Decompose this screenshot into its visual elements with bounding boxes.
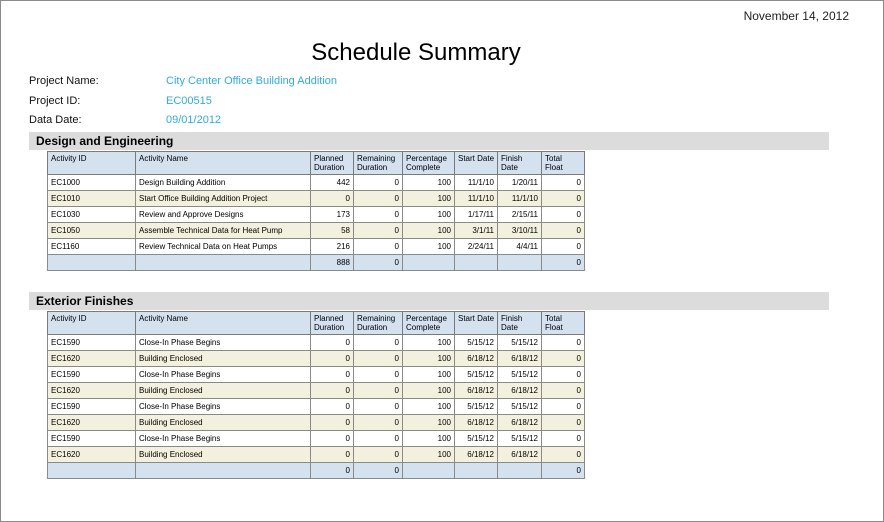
data-date-value: 09/01/2012 <box>166 114 222 126</box>
column-header-finish-date: Finish Date <box>498 312 542 335</box>
planned-duration-total-cell: 888 <box>311 255 354 271</box>
total-float-cell: 0 <box>542 431 585 447</box>
activity-id-cell: EC1010 <box>48 191 136 207</box>
remaining-duration-cell: 0 <box>354 223 403 239</box>
planned-duration-cell: 0 <box>311 447 354 463</box>
planned-duration-cell: 0 <box>311 431 354 447</box>
start-date-cell: 5/15/12 <box>455 367 498 383</box>
planned-duration-cell: 0 <box>311 367 354 383</box>
column-header-percentage-complete: Percentage Complete <box>403 312 455 335</box>
table-header-row <box>48 152 585 175</box>
start-date-cell: 5/15/12 <box>455 335 498 351</box>
total-float-total-cell: 0 <box>542 255 585 271</box>
project-name-row <box>29 75 337 87</box>
activity-id-cell: EC1030 <box>48 207 136 223</box>
project-id-row <box>29 95 212 107</box>
finish-date-total-cell <box>498 255 542 271</box>
finish-date-cell: 6/18/12 <box>498 447 542 463</box>
finish-date-cell: 5/15/12 <box>498 399 542 415</box>
total-float-cell: 0 <box>542 415 585 431</box>
planned-duration-cell: 0 <box>311 415 354 431</box>
percentage-complete-total-cell <box>403 255 455 271</box>
table-row <box>48 383 585 399</box>
column-header-activity-name: Activity Name <box>136 152 311 175</box>
activity-id-cell: EC1620 <box>48 383 136 399</box>
table-row <box>48 207 585 223</box>
activity-id-cell: EC1000 <box>48 175 136 191</box>
total-float-cell: 0 <box>542 207 585 223</box>
start-date-cell: 6/18/12 <box>455 351 498 367</box>
finish-date-cell: 1/20/11 <box>498 175 542 191</box>
finish-date-cell: 4/4/11 <box>498 239 542 255</box>
remaining-duration-cell: 0 <box>354 431 403 447</box>
finish-date-cell: 11/1/10 <box>498 191 542 207</box>
finish-date-cell: 6/18/12 <box>498 415 542 431</box>
activity-id-cell: EC1590 <box>48 399 136 415</box>
start-date-cell: 2/24/11 <box>455 239 498 255</box>
start-date-cell: 1/17/11 <box>455 207 498 223</box>
column-header-planned-duration: Planned Duration <box>311 312 354 335</box>
project-id-label: Project ID: <box>29 95 81 107</box>
remaining-duration-cell: 0 <box>354 447 403 463</box>
data-date-row <box>29 114 221 126</box>
column-header-percentage-complete: Percentage Complete <box>403 152 455 175</box>
activity-name-cell: Building Enclosed <box>136 415 311 431</box>
activity-id-cell: EC1160 <box>48 239 136 255</box>
report-date: November 14, 2012 <box>743 9 849 23</box>
column-header-remaining-duration: Remaining Duration <box>354 152 403 175</box>
activity-name-cell: Design Building Addition <box>136 175 311 191</box>
table-row <box>48 431 585 447</box>
activity-name-total-cell <box>136 463 311 479</box>
table-totals-row <box>48 255 585 271</box>
planned-duration-cell: 0 <box>311 351 354 367</box>
activity-name-cell: Start Office Building Addition Project <box>136 191 311 207</box>
remaining-duration-total-cell: 0 <box>354 463 403 479</box>
remaining-duration-cell: 0 <box>354 399 403 415</box>
table-header-row <box>48 312 585 335</box>
activity-id-cell: EC1620 <box>48 415 136 431</box>
finish-date-total-cell <box>498 463 542 479</box>
project-id-value: EC00515 <box>166 95 212 107</box>
total-float-cell: 0 <box>542 447 585 463</box>
remaining-duration-cell: 0 <box>354 207 403 223</box>
finish-date-cell: 2/15/11 <box>498 207 542 223</box>
column-header-activity-id: Activity ID <box>48 312 136 335</box>
table-row <box>48 191 585 207</box>
percentage-complete-cell: 100 <box>403 351 455 367</box>
percentage-complete-cell: 100 <box>403 335 455 351</box>
activity-name-cell: Close-In Phase Begins <box>136 399 311 415</box>
activity-name-cell: Building Enclosed <box>136 351 311 367</box>
remaining-duration-cell: 0 <box>354 351 403 367</box>
activity-id-total-cell <box>48 255 136 271</box>
section-title: Design and Engineering <box>36 134 174 148</box>
table-row <box>48 223 585 239</box>
activity-id-cell: EC1590 <box>48 431 136 447</box>
table-row <box>48 447 585 463</box>
percentage-complete-cell: 100 <box>403 383 455 399</box>
activity-id-cell: EC1590 <box>48 367 136 383</box>
planned-duration-cell: 442 <box>311 175 354 191</box>
column-header-total-float: Total Float <box>542 152 585 175</box>
activity-name-cell: Building Enclosed <box>136 447 311 463</box>
section-header-design <box>29 132 829 150</box>
activity-name-cell: Assemble Technical Data for Heat Pump <box>136 223 311 239</box>
planned-duration-cell: 0 <box>311 335 354 351</box>
column-header-start-date: Start Date <box>455 312 498 335</box>
column-header-activity-name: Activity Name <box>136 312 311 335</box>
activity-id-cell: EC1620 <box>48 351 136 367</box>
planned-duration-cell: 173 <box>311 207 354 223</box>
finish-date-cell: 3/10/11 <box>498 223 542 239</box>
total-float-cell: 0 <box>542 383 585 399</box>
column-header-start-date: Start Date <box>455 152 498 175</box>
finish-date-cell: 5/15/12 <box>498 431 542 447</box>
planned-duration-cell: 0 <box>311 383 354 399</box>
start-date-cell: 6/18/12 <box>455 447 498 463</box>
total-float-cell: 0 <box>542 335 585 351</box>
column-header-finish-date: Finish Date <box>498 152 542 175</box>
activity-name-cell: Close-In Phase Begins <box>136 431 311 447</box>
start-date-cell: 6/18/12 <box>455 415 498 431</box>
remaining-duration-cell: 0 <box>354 415 403 431</box>
table-totals-row <box>48 463 585 479</box>
start-date-cell: 6/18/12 <box>455 383 498 399</box>
project-name-value: City Center Office Building Addition <box>166 75 337 87</box>
table-row <box>48 239 585 255</box>
start-date-cell: 3/1/11 <box>455 223 498 239</box>
activity-id-cell: EC1620 <box>48 447 136 463</box>
percentage-complete-cell: 100 <box>403 175 455 191</box>
percentage-complete-cell: 100 <box>403 223 455 239</box>
start-date-total-cell <box>455 255 498 271</box>
finish-date-cell: 5/15/12 <box>498 367 542 383</box>
project-name-label: Project Name: <box>29 75 99 87</box>
remaining-duration-cell: 0 <box>354 239 403 255</box>
start-date-cell: 11/1/10 <box>455 175 498 191</box>
start-date-cell: 11/1/10 <box>455 191 498 207</box>
finish-date-cell: 5/15/12 <box>498 335 542 351</box>
remaining-duration-total-cell: 0 <box>354 255 403 271</box>
activity-name-cell: Close-In Phase Begins <box>136 367 311 383</box>
percentage-complete-total-cell <box>403 463 455 479</box>
percentage-complete-cell: 100 <box>403 447 455 463</box>
planned-duration-cell: 216 <box>311 239 354 255</box>
total-float-cell: 0 <box>542 175 585 191</box>
total-float-cell: 0 <box>542 351 585 367</box>
total-float-total-cell: 0 <box>542 463 585 479</box>
table-row <box>48 335 585 351</box>
remaining-duration-cell: 0 <box>354 383 403 399</box>
finish-date-cell: 6/18/12 <box>498 383 542 399</box>
activity-id-cell: EC1590 <box>48 335 136 351</box>
start-date-cell: 5/15/12 <box>455 399 498 415</box>
activity-name-cell: Building Enclosed <box>136 383 311 399</box>
activity-name-cell: Review and Approve Designs <box>136 207 311 223</box>
activity-table-design <box>47 151 585 271</box>
remaining-duration-cell: 0 <box>354 175 403 191</box>
table-row <box>48 175 585 191</box>
activity-table-exterior <box>47 311 585 479</box>
planned-duration-total-cell: 0 <box>311 463 354 479</box>
percentage-complete-cell: 100 <box>403 367 455 383</box>
data-date-label: Data Date: <box>29 114 82 126</box>
start-date-total-cell <box>455 463 498 479</box>
total-float-cell: 0 <box>542 239 585 255</box>
activity-name-cell: Close-In Phase Begins <box>136 335 311 351</box>
percentage-complete-cell: 100 <box>403 431 455 447</box>
table-row <box>48 351 585 367</box>
table-row <box>48 367 585 383</box>
section-header-exterior <box>29 292 829 310</box>
page-title: Schedule Summary <box>311 39 521 66</box>
table-row <box>48 399 585 415</box>
activity-name-total-cell <box>136 255 311 271</box>
percentage-complete-cell: 100 <box>403 415 455 431</box>
section-title: Exterior Finishes <box>36 294 134 308</box>
total-float-cell: 0 <box>542 223 585 239</box>
finish-date-cell: 6/18/12 <box>498 351 542 367</box>
column-header-activity-id: Activity ID <box>48 152 136 175</box>
activity-id-cell: EC1050 <box>48 223 136 239</box>
planned-duration-cell: 0 <box>311 399 354 415</box>
activity-id-total-cell <box>48 463 136 479</box>
total-float-cell: 0 <box>542 367 585 383</box>
remaining-duration-cell: 0 <box>354 191 403 207</box>
column-header-total-float: Total Float <box>542 312 585 335</box>
percentage-complete-cell: 100 <box>403 239 455 255</box>
column-header-planned-duration: Planned Duration <box>311 152 354 175</box>
percentage-complete-cell: 100 <box>403 207 455 223</box>
percentage-complete-cell: 100 <box>403 399 455 415</box>
column-header-remaining-duration: Remaining Duration <box>354 312 403 335</box>
total-float-cell: 0 <box>542 191 585 207</box>
planned-duration-cell: 58 <box>311 223 354 239</box>
percentage-complete-cell: 100 <box>403 191 455 207</box>
start-date-cell: 5/15/12 <box>455 431 498 447</box>
remaining-duration-cell: 0 <box>354 367 403 383</box>
table-row <box>48 415 585 431</box>
planned-duration-cell: 0 <box>311 191 354 207</box>
remaining-duration-cell: 0 <box>354 335 403 351</box>
total-float-cell: 0 <box>542 399 585 415</box>
activity-name-cell: Review Technical Data on Heat Pumps <box>136 239 311 255</box>
